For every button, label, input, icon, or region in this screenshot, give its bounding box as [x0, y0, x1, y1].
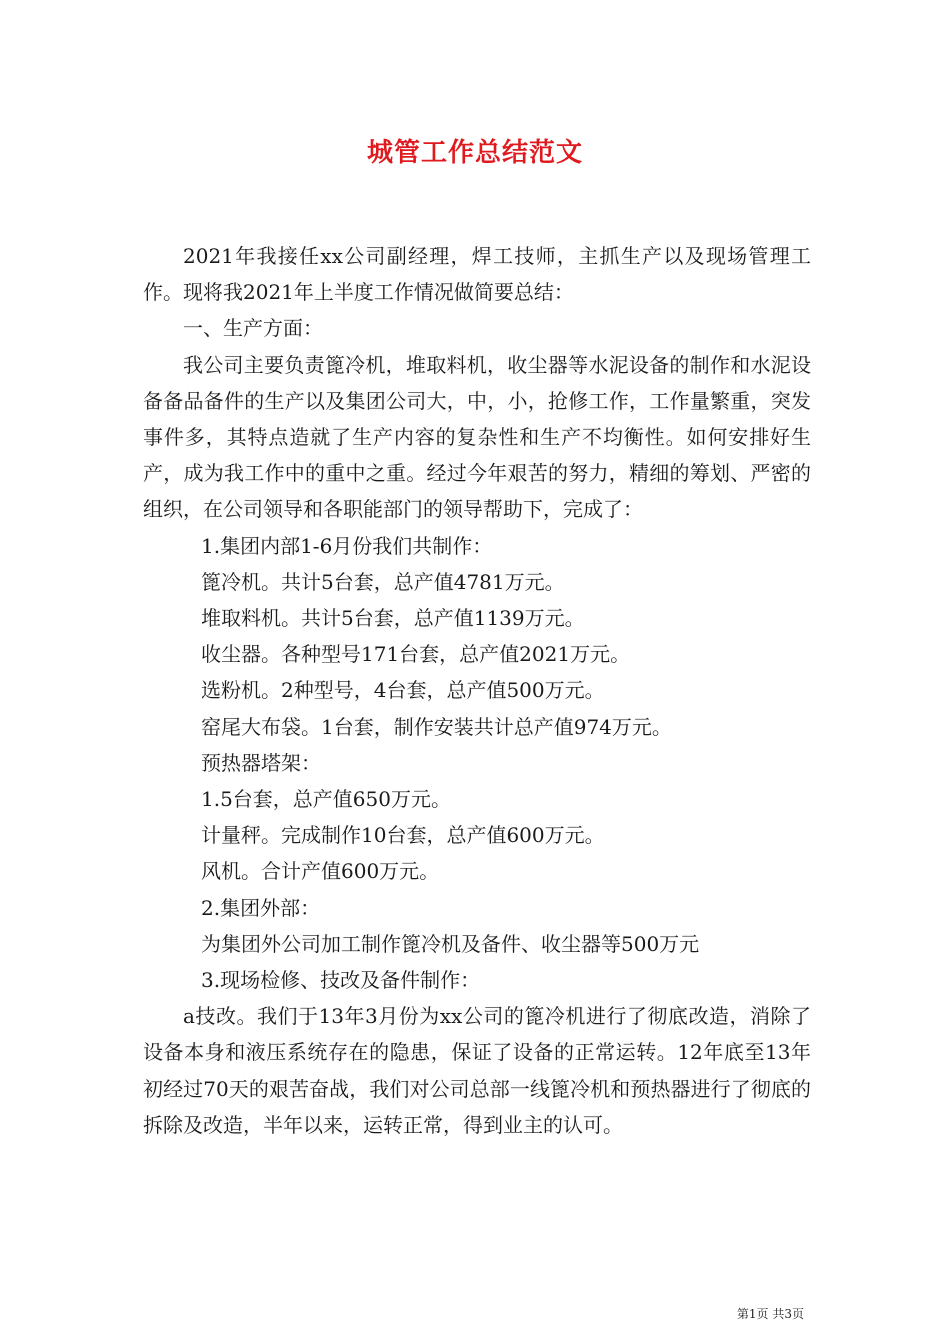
list-item: 3.现场检修、技改及备件制作：	[201, 968, 481, 993]
page-number: 第1页 共3页	[736, 1307, 804, 1321]
list-item: 预热器塔架：	[201, 750, 321, 775]
list-item: 2.集团外部：	[201, 895, 321, 920]
paragraph-intro: 2021年我接任xx公司副经理，焊工技师，主抓生产以及现场管理工作。现将我2021年上半度工作情况做简要总结：	[143, 244, 811, 305]
list-item: 风机。合计产值600万元。	[201, 859, 440, 884]
list-item: 为集团外公司加工制作篦冷机及备件、收尘器等500万元	[201, 931, 700, 956]
document-title: 城管工作总结范文	[366, 138, 583, 168]
list-item: 收尘器。各种型号171台套，总产值2021万元。	[201, 642, 631, 667]
document-body	[143, 238, 811, 1143]
paragraph-production-overview: 我公司主要负责篦冷机，堆取料机，收尘器等水泥设备的制作和水泥设备备品备件的生产以及集团公司大，中，小，抢修工作，工作量繁重，突发事件多，其特点造就了生产内容的复杂性和生产不均衡性。如何安排好生产，成为我工作中的重中之重。经过今年艰苦的努力，精细的筹划、严密的组织，在公司领导和各职能部门的领导帮助下，完成了：	[143, 352, 811, 522]
list-item: 计量秤。完成制作10台套，总产值600万元。	[201, 823, 605, 848]
list-item: 1.5台套，总产值650万元。	[201, 787, 451, 812]
list-item: 篦冷机。共计5台套，总产值4781万元。	[201, 569, 565, 594]
list-item: 堆取料机。共计5台套，总产值1139万元。	[201, 606, 585, 631]
paragraph-tech-upgrade: a技改。我们于13年3月份为xx公司的篦冷机进行了彻底改造，消除了设备本身和液压系统存在的隐患，保证了设备的正常运转。12年底至13年初经过70天的艰苦奋战，我们对公司总部一线篦冷机和预热器进行了彻底的拆除及改造，半年以来，运转正常，得到业主的认可。	[143, 1004, 811, 1137]
list-item: 选粉机。2种型号，4台套，总产值500万元。	[201, 678, 605, 703]
section-heading-production: 一、生产方面：	[183, 316, 323, 341]
list-item: 窑尾大布袋。1台套，制作安装共计总产值974万元。	[201, 714, 672, 739]
list-item: 1.集团内部1-6月份我们共制作：	[201, 533, 493, 558]
